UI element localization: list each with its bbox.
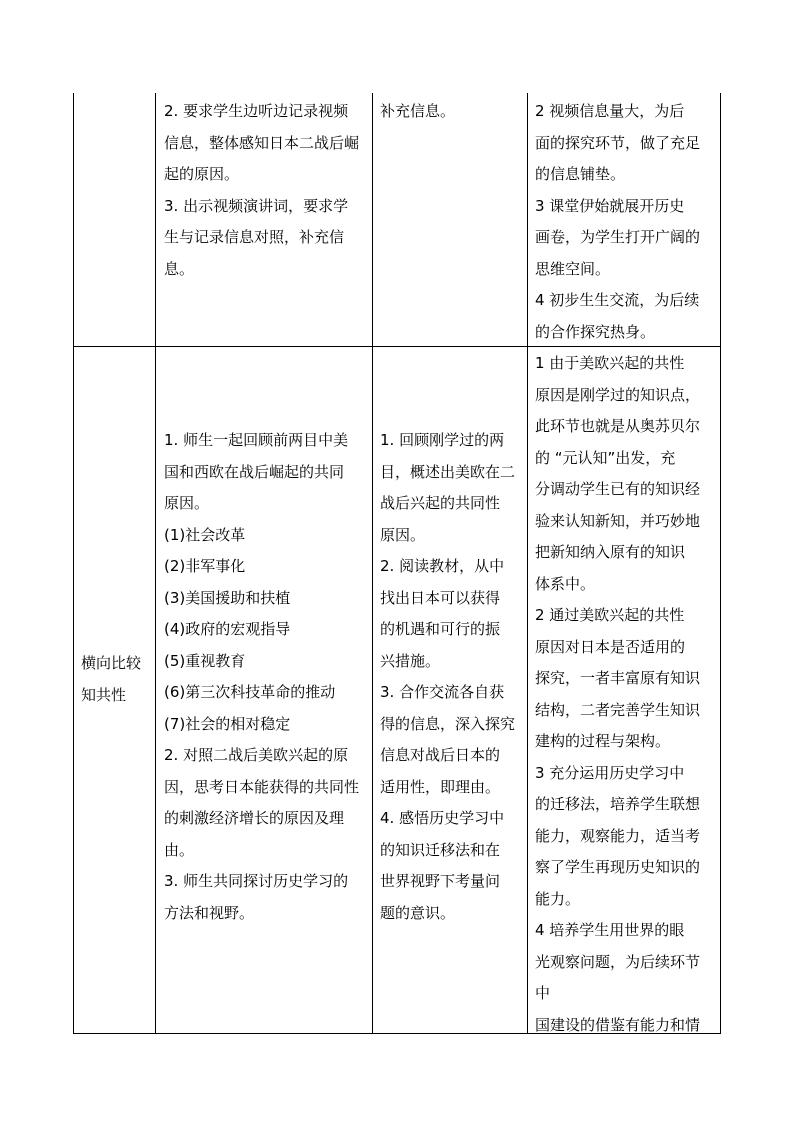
text-line: 信息对战后日本的 <box>380 746 501 764</box>
text-line: 探究，一者丰富原有知识 <box>535 669 701 687</box>
text-line: 的 “元认知”出发，充 <box>535 448 676 467</box>
text-line: 息。 <box>164 259 195 278</box>
row1-student-cell <box>380 96 523 128</box>
text-line: 察了学生再现历史知识的 <box>535 858 701 876</box>
text-line: 的刺激经济增长的原因及理 <box>164 809 345 827</box>
text-line: 的信息铺垫。 <box>535 165 626 183</box>
text-line: (5)重视教育 <box>164 651 246 670</box>
text-line: 的机遇和可行的振 <box>380 620 501 638</box>
text-line: 的知识迁移法和在 <box>380 840 501 859</box>
text-line: 体系中。 <box>535 574 596 593</box>
text-line: 3. 出示视频演讲词，要求学 <box>164 196 349 215</box>
text-line: 生与记录信息对照，补充信 <box>164 228 345 246</box>
text-line: 建构的过程与架构。 <box>535 732 671 750</box>
text-line: 适用性，即理由。 <box>380 777 501 796</box>
text-line: 3 充分运用历史学习中 <box>535 763 685 782</box>
text-line: 2 通过美欧兴起的共性 <box>535 606 685 624</box>
text-line: 的迁移法，培养学生联想 <box>535 795 701 813</box>
text-line: 画卷，为学生打开广阔的 <box>535 228 701 246</box>
text-line: 起的原因。 <box>164 165 240 183</box>
text-line: 原因。 <box>164 494 210 512</box>
text-line: 国建设的借鉴有能力和情 <box>535 1015 701 1034</box>
stage-label: 知共性 <box>81 685 127 704</box>
text-line: 此环节也就是从奥苏贝尔 <box>535 417 701 435</box>
text-line: 战后兴起的共同性 <box>380 494 501 512</box>
text-line: 兴措施。 <box>380 651 441 670</box>
text-line: 原因对日本是否适用的 <box>535 637 686 656</box>
text-line: 2 视频信息量大，为后 <box>535 102 685 120</box>
table-border-right <box>720 93 721 1034</box>
text-line: 能力。 <box>535 889 581 908</box>
text-line: 因，思考日本能获得的共同性 <box>164 777 360 796</box>
text-line: 目，概述出美欧在二 <box>380 462 516 481</box>
text-line: 中 <box>535 984 551 1002</box>
text-line: (6)第三次科技革命的推动 <box>164 683 336 701</box>
text-line: 思维空间。 <box>535 259 611 278</box>
text-line: 国和西欧在战后崛起的共同 <box>164 462 345 481</box>
text-line: 题的意识。 <box>380 903 456 922</box>
text-line: 2. 要求学生边听边记录视频 <box>164 102 349 120</box>
text-line: 验来认知新知，并巧妙地 <box>535 511 701 530</box>
row1-intent-cell <box>535 96 717 348</box>
text-line: 得的信息，深入探究 <box>380 714 516 733</box>
text-line: 结构，二者完善学生知识 <box>535 700 701 719</box>
table-column-divider-3 <box>527 93 528 1034</box>
row2-activity-cell <box>164 425 369 929</box>
table-column-divider-1 <box>155 93 156 1034</box>
text-line: 3 课堂伊始就展开历史 <box>535 196 685 215</box>
text-line: 4 初步生生交流，为后续 <box>535 291 700 309</box>
text-line: 由。 <box>164 840 195 859</box>
text-line: 能力，观察能力，适当考 <box>535 826 701 845</box>
text-line: 分调动学生已有的知识经 <box>535 480 701 498</box>
text-line: (1)社会改革 <box>164 525 246 544</box>
text-line: 3. 师生共同探讨历史学习的 <box>164 872 349 890</box>
text-line: (3)美国援助和扶植 <box>164 588 291 607</box>
text-line: 4 培养学生用世界的眼 <box>535 921 685 939</box>
row2-student-cell <box>380 425 523 929</box>
text-line: 原因。 <box>380 525 426 544</box>
table-column-divider-2 <box>372 93 373 1034</box>
text-line: 找出日本可以获得 <box>380 588 501 607</box>
text-line: 1 由于美欧兴起的共性 <box>535 354 685 372</box>
text-line: (7)社会的相对稳定 <box>164 714 291 733</box>
stage-label: 横向比较 <box>81 654 142 672</box>
text-line: (4)政府的宏观指导 <box>164 620 291 638</box>
text-line: 面的探究环节，做了充足 <box>535 133 701 152</box>
text-line: 方法和视野。 <box>164 903 255 922</box>
text-line: 光观察问题，为后续环节 <box>535 952 701 971</box>
text-line: 1. 师生一起回顾前两目中美 <box>164 431 349 449</box>
text-line: 把新知纳入原有的知识 <box>535 543 686 561</box>
text-line: 补充信息。 <box>380 102 456 120</box>
text-line: 2. 阅读教材，从中 <box>380 557 505 575</box>
text-line: (2)非军事化 <box>164 557 246 575</box>
text-line: 的合作探究热身。 <box>535 322 656 341</box>
row2-intent-cell <box>535 348 717 1041</box>
row1-activity-cell <box>164 96 369 285</box>
text-line: 原因是刚学过的知识点， <box>535 385 701 404</box>
text-line: 2. 对照二战后美欧兴起的原 <box>164 746 349 764</box>
text-line: 3. 合作交流各自获 <box>380 683 505 701</box>
table-border-left <box>73 93 74 1034</box>
text-line: 信息，整体感知日本二战后崛 <box>164 133 360 152</box>
text-line: 世界视野下考量问 <box>380 872 501 890</box>
row2-stage-cell <box>81 648 151 711</box>
text-line: 1. 回顾刚学过的两 <box>380 431 505 449</box>
text-line: 4. 感悟历史学习中 <box>380 809 505 827</box>
